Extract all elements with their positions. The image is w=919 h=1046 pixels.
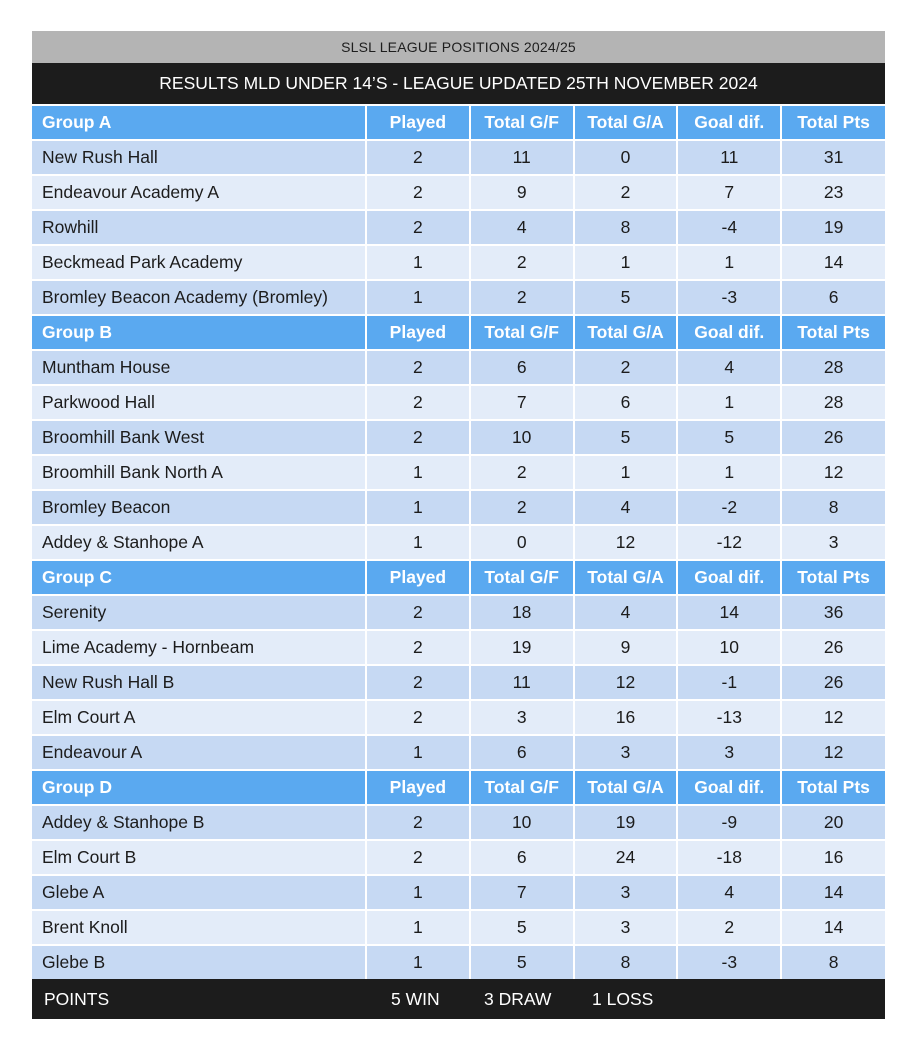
played-cell: 1 [366,525,470,560]
goal-difference-cell: -18 [677,840,781,875]
goals-against-cell: 9 [574,630,678,665]
points-win: 5 WIN [391,989,440,1009]
total-points-cell: 26 [781,420,885,455]
column-header-total-points: Total Pts [781,105,885,140]
played-cell: 2 [366,385,470,420]
page-title: RESULTS MLD UNDER 14’S - LEAGUE UPDATED 25TH NOVEMBER 2024 [32,63,885,104]
played-cell: 2 [366,665,470,700]
team-name: Glebe B [32,945,366,979]
goals-for-cell: 7 [470,385,574,420]
played-cell: 2 [366,210,470,245]
played-cell: 2 [366,175,470,210]
table-row [32,840,885,875]
column-header-goal-difference: Goal dif. [677,315,781,350]
group-header-row [32,770,885,805]
team-name: New Rush Hall B [32,665,366,700]
table-row [32,700,885,735]
goals-for-cell: 11 [470,665,574,700]
table-row [32,595,885,630]
total-points-cell: 19 [781,210,885,245]
column-header-goals-against: Total G/A [574,105,678,140]
goals-for-cell: 3 [470,700,574,735]
goals-for-cell: 11 [470,140,574,175]
column-header-total-points: Total Pts [781,315,885,350]
goals-for-cell: 4 [470,210,574,245]
goal-difference-cell: -4 [677,210,781,245]
goals-for-cell: 6 [470,735,574,770]
table-row [32,805,885,840]
table-row [32,280,885,315]
goals-against-cell: 3 [574,875,678,910]
team-name: Broomhill Bank North A [32,455,366,490]
total-points-cell: 8 [781,945,885,979]
played-cell: 1 [366,455,470,490]
team-name: Broomhill Bank West [32,420,366,455]
goal-difference-cell: 5 [677,420,781,455]
goal-difference-cell: -2 [677,490,781,525]
goals-for-cell: 6 [470,350,574,385]
group-header-row [32,315,885,350]
points-footer [32,979,885,1019]
goal-difference-cell: -12 [677,525,781,560]
team-name: Rowhill [32,210,366,245]
goals-against-cell: 1 [574,245,678,280]
goal-difference-cell: 1 [677,455,781,490]
total-points-cell: 14 [781,875,885,910]
total-points-cell: 8 [781,490,885,525]
total-points-cell: 16 [781,840,885,875]
played-cell: 2 [366,420,470,455]
goals-for-cell: 19 [470,630,574,665]
table-row [32,490,885,525]
goals-for-cell: 5 [470,945,574,979]
goals-against-cell: 4 [574,595,678,630]
column-header-goals-for: Total G/F [470,770,574,805]
column-header-goal-difference: Goal dif. [677,105,781,140]
table-row [32,385,885,420]
goals-against-cell: 5 [574,280,678,315]
points-draw: 3 DRAW [484,989,552,1009]
goals-against-cell: 16 [574,700,678,735]
column-header-goal-difference: Goal dif. [677,770,781,805]
table-row [32,455,885,490]
played-cell: 1 [366,910,470,945]
table-row [32,175,885,210]
table-row [32,525,885,560]
team-name: New Rush Hall [32,140,366,175]
group-name: Group A [32,105,366,140]
goals-for-cell: 6 [470,840,574,875]
goals-against-cell: 0 [574,140,678,175]
group-name: Group C [32,560,366,595]
goals-against-cell: 2 [574,175,678,210]
team-name: Elm Court A [32,700,366,735]
goals-for-cell: 10 [470,805,574,840]
league-table-sheet [32,31,885,1019]
goal-difference-cell: -9 [677,805,781,840]
goals-against-cell: 8 [574,210,678,245]
goal-difference-cell: 11 [677,140,781,175]
goals-against-cell: 12 [574,665,678,700]
played-cell: 2 [366,805,470,840]
column-header-played: Played [366,105,470,140]
goals-against-cell: 5 [574,420,678,455]
goal-difference-cell: -3 [677,945,781,979]
team-name: Parkwood Hall [32,385,366,420]
table-row [32,350,885,385]
goals-for-cell: 2 [470,490,574,525]
team-name: Serenity [32,595,366,630]
total-points-cell: 12 [781,700,885,735]
table-row [32,945,885,979]
goals-for-cell: 2 [470,455,574,490]
goal-difference-cell: -13 [677,700,781,735]
goal-difference-cell: 4 [677,350,781,385]
table-row [32,875,885,910]
team-name: Elm Court B [32,840,366,875]
goal-difference-cell: 3 [677,735,781,770]
played-cell: 1 [366,875,470,910]
group-header-row [32,560,885,595]
goal-difference-cell: -3 [677,280,781,315]
total-points-cell: 26 [781,630,885,665]
team-name: Endeavour A [32,735,366,770]
goals-against-cell: 24 [574,840,678,875]
column-header-goals-against: Total G/A [574,315,678,350]
total-points-cell: 36 [781,595,885,630]
played-cell: 1 [366,735,470,770]
total-points-cell: 28 [781,385,885,420]
total-points-cell: 28 [781,350,885,385]
table-row [32,245,885,280]
played-cell: 2 [366,630,470,665]
goals-for-cell: 2 [470,280,574,315]
goals-against-cell: 3 [574,735,678,770]
team-name: Bromley Beacon Academy (Bromley) [32,280,366,315]
table-row [32,630,885,665]
team-name: Addey & Stanhope B [32,805,366,840]
goal-difference-cell: 1 [677,385,781,420]
goal-difference-cell: -1 [677,665,781,700]
team-name: Glebe A [32,875,366,910]
team-name: Addey & Stanhope A [32,525,366,560]
column-header-goals-against: Total G/A [574,560,678,595]
total-points-cell: 26 [781,665,885,700]
played-cell: 2 [366,840,470,875]
goals-for-cell: 2 [470,245,574,280]
table-row [32,665,885,700]
goals-against-cell: 1 [574,455,678,490]
goals-for-cell: 5 [470,910,574,945]
total-points-cell: 31 [781,140,885,175]
goals-for-cell: 0 [470,525,574,560]
played-cell: 1 [366,490,470,525]
column-header-goals-against: Total G/A [574,770,678,805]
goal-difference-cell: 14 [677,595,781,630]
points-label: POINTS [44,989,110,1009]
team-name: Brent Knoll [32,910,366,945]
total-points-cell: 23 [781,175,885,210]
goal-difference-cell: 10 [677,630,781,665]
group-name: Group B [32,315,366,350]
goals-for-cell: 7 [470,875,574,910]
table-row [32,910,885,945]
column-header-played: Played [366,315,470,350]
points-loss: 1 LOSS [592,989,654,1009]
table-row [32,140,885,175]
group-header-row [32,105,885,140]
total-points-cell: 14 [781,910,885,945]
column-header-total-points: Total Pts [781,770,885,805]
goals-for-cell: 9 [470,175,574,210]
total-points-cell: 12 [781,455,885,490]
column-header-goals-for: Total G/F [470,105,574,140]
goal-difference-cell: 1 [677,245,781,280]
team-name: Bromley Beacon [32,490,366,525]
table-row [32,210,885,245]
total-points-cell: 3 [781,525,885,560]
goal-difference-cell: 7 [677,175,781,210]
goal-difference-cell: 2 [677,910,781,945]
table-row [32,420,885,455]
goals-for-cell: 18 [470,595,574,630]
total-points-cell: 12 [781,735,885,770]
goals-against-cell: 8 [574,945,678,979]
column-header-played: Played [366,770,470,805]
played-cell: 1 [366,945,470,979]
goals-against-cell: 19 [574,805,678,840]
column-header-played: Played [366,560,470,595]
table-row [32,735,885,770]
goals-for-cell: 10 [470,420,574,455]
group-name: Group D [32,770,366,805]
column-header-goal-difference: Goal dif. [677,560,781,595]
total-points-cell: 14 [781,245,885,280]
goal-difference-cell: 4 [677,875,781,910]
played-cell: 1 [366,280,470,315]
team-name: Muntham House [32,350,366,385]
played-cell: 2 [366,595,470,630]
league-table [32,104,885,979]
played-cell: 1 [366,245,470,280]
column-header-goals-for: Total G/F [470,560,574,595]
column-header-goals-for: Total G/F [470,315,574,350]
goals-against-cell: 12 [574,525,678,560]
goals-against-cell: 4 [574,490,678,525]
played-cell: 2 [366,140,470,175]
played-cell: 2 [366,700,470,735]
team-name: Endeavour Academy A [32,175,366,210]
team-name: Beckmead Park Academy [32,245,366,280]
column-header-total-points: Total Pts [781,560,885,595]
season-banner: SLSL LEAGUE POSITIONS 2024/25 [32,31,885,63]
goals-against-cell: 2 [574,350,678,385]
goals-against-cell: 3 [574,910,678,945]
played-cell: 2 [366,350,470,385]
team-name: Lime Academy - Hornbeam [32,630,366,665]
total-points-cell: 6 [781,280,885,315]
total-points-cell: 20 [781,805,885,840]
goals-against-cell: 6 [574,385,678,420]
